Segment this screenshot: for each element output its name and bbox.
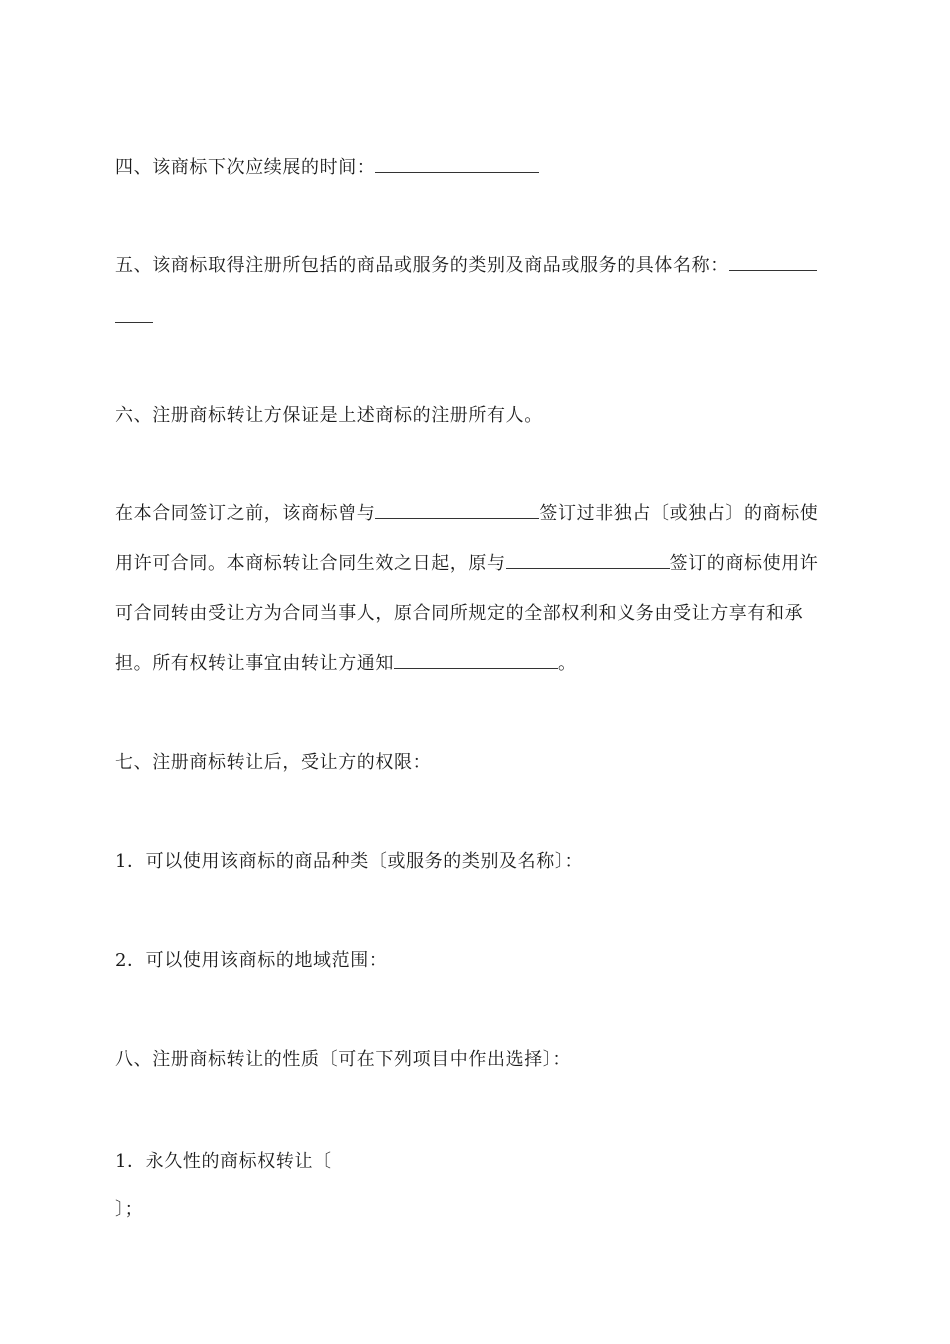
section-6-para-line-1: [115, 502, 818, 526]
para-text: 签订过非独占〔或独占〕的商标使: [539, 503, 819, 524]
licensee-blank: [375, 502, 539, 519]
section-8-text: 八、注册商标转让的性质〔可在下列项目中作出选择〕：: [115, 1049, 571, 1070]
section-4-text: 四、该商标下次应续展的时间：: [115, 157, 376, 178]
para-text: 可合同转由受让方为合同当事人，原合同所规定的全部权利和义务由受让方享有和承: [115, 603, 804, 624]
section-8-item-1: [115, 1150, 332, 1174]
section-4: [115, 156, 539, 180]
section-7-item-1-text: 1．可以使用该商标的商品种类〔或服务的类别及名称〕：: [115, 851, 584, 872]
section-7-text: 七、注册商标转让后，受让方的权限：: [115, 752, 432, 773]
section-5-text: 五、该商标取得注册所包括的商品或服务的类别及商品或服务的具体名称：: [115, 255, 729, 276]
section-8-item-1-close: [115, 1198, 143, 1222]
para-text: 签订的商标使用许: [669, 553, 819, 574]
section-7-item-2: [115, 949, 387, 973]
original-party-blank: [506, 552, 670, 569]
section-8-item-1-text: 1．永久性的商标权转让〔: [115, 1151, 332, 1172]
section-6-para-line-3: [115, 602, 803, 626]
renewal-date-blank: [375, 156, 539, 173]
section-8-item-1-close-text: 〕；: [115, 1199, 144, 1220]
section-5-continuation: [115, 306, 153, 330]
section-6: [115, 404, 543, 428]
para-text: 。: [558, 653, 577, 674]
notify-party-blank: [394, 652, 558, 669]
section-6-para-line-4: [115, 652, 577, 676]
goods-services-blank-1: [729, 254, 817, 271]
para-text: 用许可合同。本商标转让合同生效之日起，原与: [115, 553, 506, 574]
para-text: 在本合同签订之前，该商标曾与: [115, 503, 376, 524]
goods-services-blank-2: [115, 306, 153, 323]
section-5: [115, 254, 817, 278]
para-text: 担。所有权转让事宜由转让方通知: [115, 653, 394, 674]
section-6-text: 六、注册商标转让方保证是上述商标的注册所有人。: [115, 405, 543, 426]
section-8: [115, 1048, 571, 1072]
section-6-para-line-2: [115, 552, 818, 576]
section-7: [115, 751, 431, 775]
section-7-item-1: [115, 850, 583, 874]
section-7-item-2-text: 2．可以使用该商标的地域范围：: [115, 950, 388, 971]
